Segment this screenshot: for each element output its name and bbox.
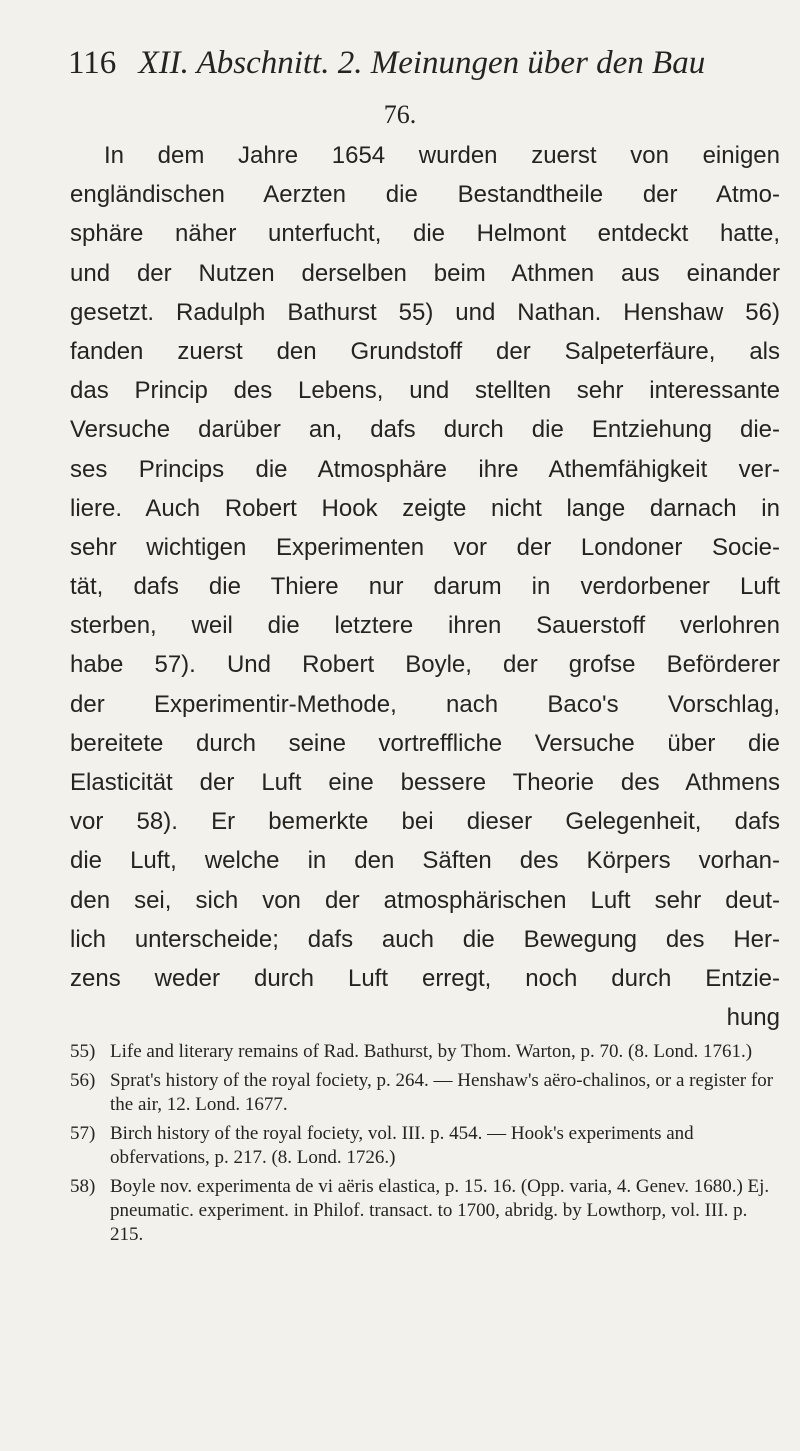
section-number: 76. [383, 100, 417, 129]
text-line: und der Nutzen derselben beim Athmen aus einander [70, 259, 780, 287]
running-title: XII. Abschnitt. 2. Meinungen über den Bau [138, 45, 706, 81]
text-line: sterben, weil die letztere ihren Sauerstoff verlohren [70, 612, 780, 640]
text-line: lich unterscheide; dafs auch die Bewegung des Her- [70, 925, 780, 953]
text-line: Elasticität der Luft eine bessere Theorie des Athmens [70, 769, 780, 796]
text-line: sehr wichtigen Experimenten vor der Londoner Socie- [70, 533, 780, 561]
footnote-text: Sprat's history of the royal fociety, p. 264. — Henshaw's aëro-chalinos, or a register for the air, 12. Lond. 1677. [110, 1070, 774, 1115]
text-line: engländischen Aerzten die Bestandtheile der Atmo- [70, 181, 780, 209]
footnote [70, 1040, 780, 1064]
page-number: 116 [68, 45, 117, 81]
text-line: Versuche darüber an, dafs durch die Entziehung die- [70, 416, 780, 444]
footnote-text: Birch history of the royal fociety, vol. III. p. 454. — Hook's experiments and obfervations, p. 217. (8. Lond. 1726.) [110, 1123, 694, 1168]
text-line: bereitete durch seine vortreffliche Versuche über die [70, 729, 780, 757]
text-line: liere. Auch Robert Hook zeigte nicht lange darnach in [70, 494, 780, 522]
footnote-text: Boyle nov. experimenta de vi aëris elastica, p. 15. 16. (Opp. varia, 4. Genev. 1680.) Ej. pneumatic. experiment. in Philof. transact. to 1700, abridg. by Lowthorp, vol. III. p. 215. [110, 1176, 770, 1245]
text-line: zens weder durch Luft erregt, noch durch Entzie- [70, 964, 780, 992]
footnote-mark: 55) [70, 1041, 96, 1062]
footnote [70, 1122, 780, 1170]
text-line: das Princip des Lebens, und stellten sehr interessante [70, 377, 780, 405]
text-line: den sei, sich von der atmosphärischen Luft sehr deut- [70, 886, 780, 914]
text-line: der Experimentir-Methode, nach Baco's Vorschlag, [70, 690, 780, 718]
text-line: ses Princips die Atmosphäre ihre Athemfähigkeit ver- [70, 455, 780, 483]
footnote-text: Life and literary remains of Rad. Bathurst, by Thom. Warton, p. 70. (8. Lond. 1761.) [110, 1041, 753, 1062]
text-line: gesetzt. Radulph Bathurst 55) und Nathan. Henshaw 56) [70, 298, 780, 326]
body-paragraph [70, 136, 780, 1037]
text-line: habe 57). Und Robert Boyle, der grofse Beförderer [70, 651, 780, 679]
footnote [70, 1069, 780, 1117]
footnotes [70, 1040, 780, 1252]
footnote-mark: 57) [70, 1123, 96, 1144]
text-line: fanden zuerst den Grundstoff der Salpeterfäure, als [70, 337, 780, 365]
footnote-mark: 58) [70, 1176, 96, 1197]
catchword: hung [726, 1004, 780, 1032]
text-line: die Luft, welche in den Säften des Körpers vorhan- [70, 847, 780, 875]
footnote [70, 1175, 780, 1247]
text-line: tät, dafs die Thiere nur darum in verdorbener Luft [70, 573, 780, 601]
footnote-mark: 56) [70, 1070, 96, 1091]
text-line: sphäre näher unterfucht, die Helmont entdeckt hatte, [70, 220, 780, 248]
text-line: vor 58). Er bemerkte bei dieser Gelegenheit, dafs [70, 808, 780, 836]
text-line: In dem Jahre 1654 wurden zuerst von einigen [104, 142, 780, 169]
running-header [68, 40, 768, 86]
